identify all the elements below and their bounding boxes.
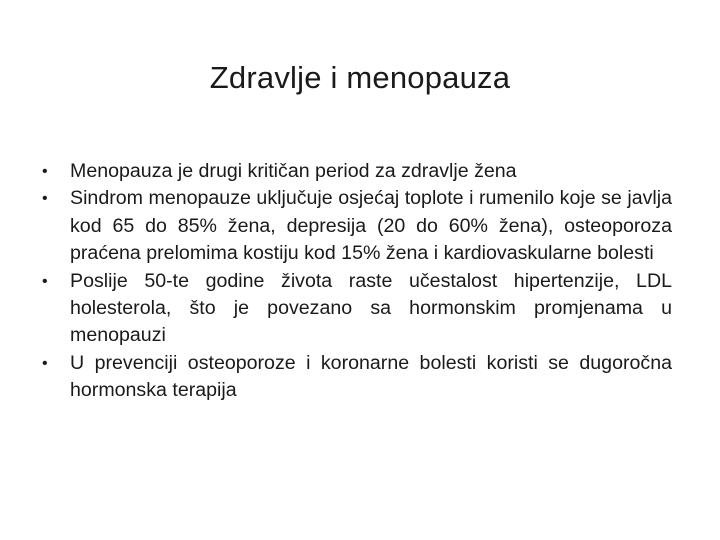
bullet-text: U prevenciji osteoporoze i koronarne bolesti koristi se dugoročna hormonska terapija — [70, 351, 672, 402]
bullet-icon: • — [42, 272, 48, 290]
bullet-icon: • — [42, 190, 48, 208]
bullet-item — [40, 268, 672, 350]
bullet-list — [40, 158, 672, 405]
bullet-icon: • — [42, 163, 48, 180]
bullet-item — [40, 350, 672, 405]
bullet-text: Poslije 50-te godine života raste učestalost hipertenzije, LDL holesterola, što je povezano sa hormonskim promjenama u menopauzi — [70, 269, 672, 347]
bullet-icon: • — [42, 354, 48, 372]
slide-title: Zdravlje i menopauza — [209, 60, 511, 95]
bullet-text: Menopauza je drugi kritičan period za zdravlje žena — [70, 160, 517, 182]
bullet-item — [40, 158, 672, 185]
bullet-text: Sindrom menopauze uključuje osjećaj toplote i rumenilo koje se javlja kod 65 do 85% žena, depresija (20 do 60% žena), osteoporoza praćena prelomima kostiju kod 15% žena i kardiovaskularne bolesti — [70, 187, 672, 265]
bullet-item — [40, 185, 672, 267]
